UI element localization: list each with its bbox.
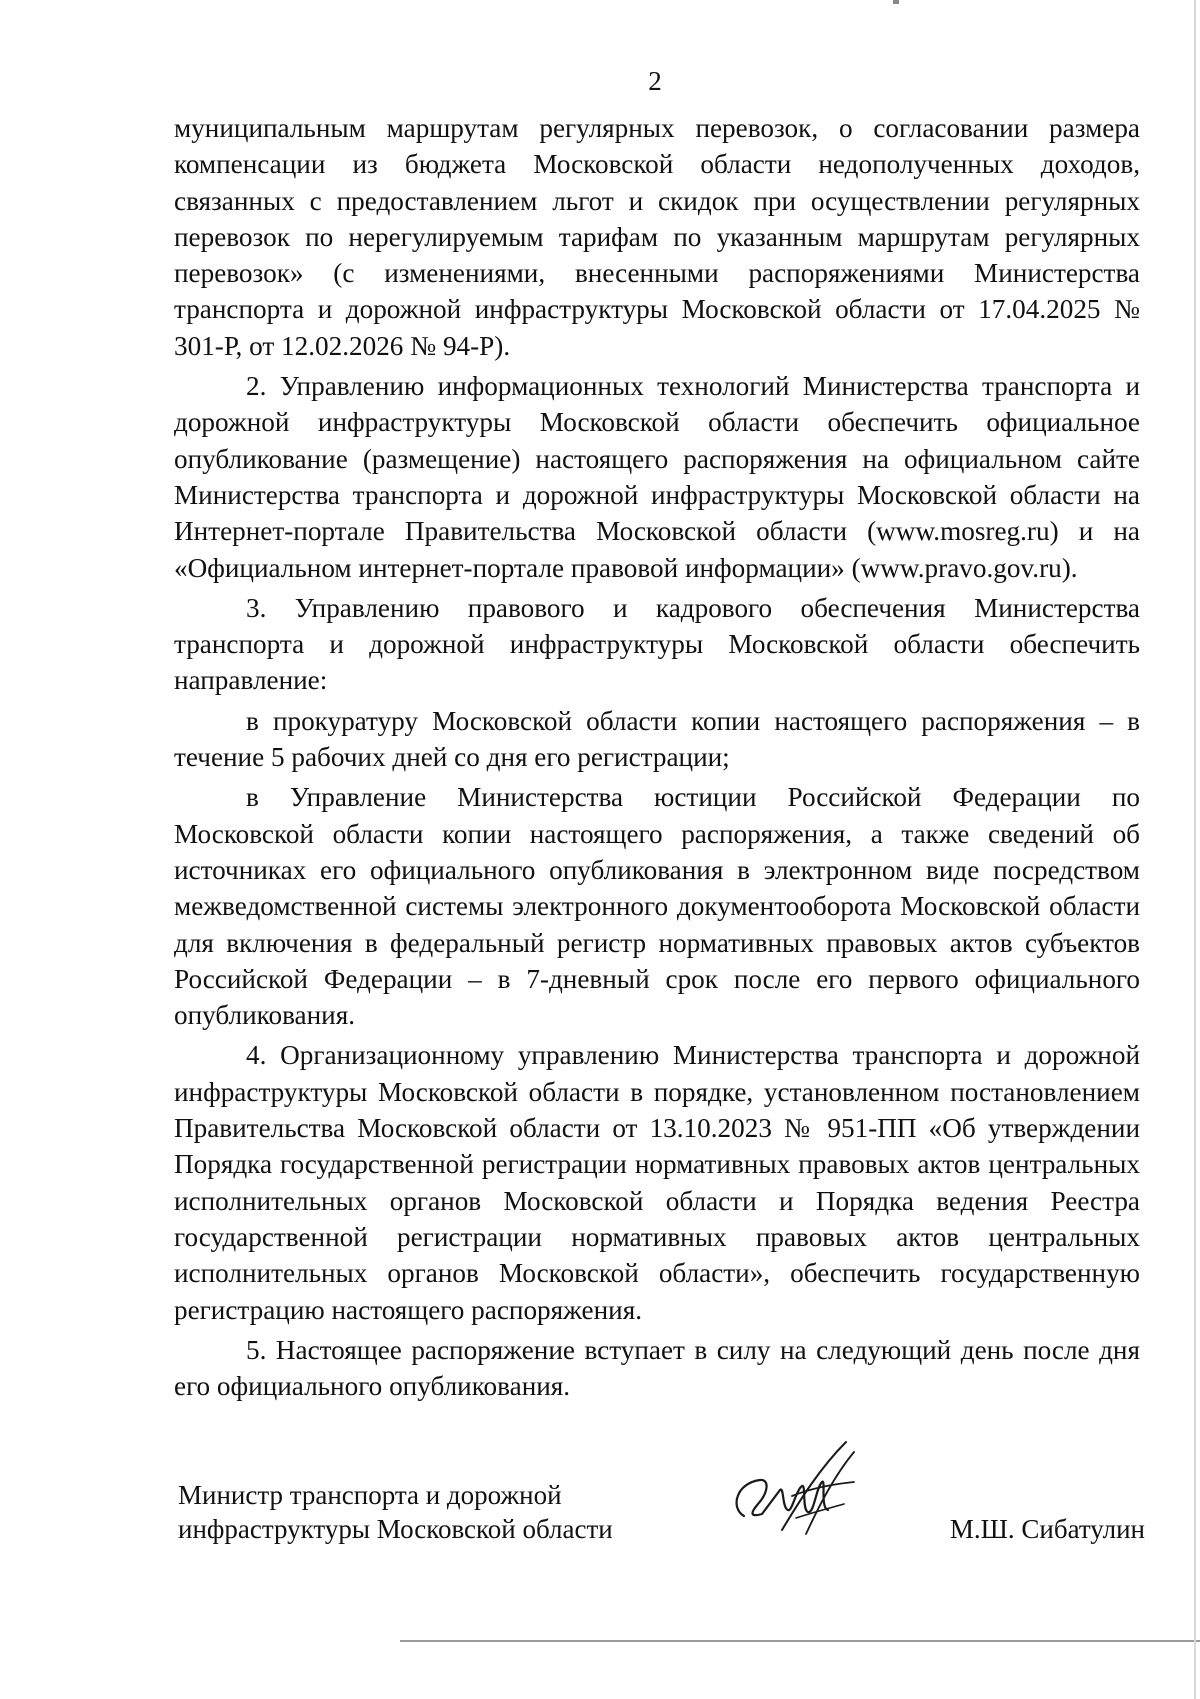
signer-name: М.Ш. Сибатулин [949, 1514, 1145, 1544]
paragraph-5-entry-into-force: 5. Настоящее распоряжение вступает в силу на следующий день после дня его официального опубликования. [174, 1334, 1140, 1402]
document-body [174, 110, 1140, 1404]
page-number: 2 [648, 66, 662, 96]
signer-title-line-2: инфраструктуры Московской области [178, 1514, 613, 1544]
handwritten-signature [722, 1438, 872, 1538]
scan-edge-shadow [1194, 0, 1196, 1699]
signer-title [178, 1478, 613, 1546]
paragraph-3-prosecutor-item: в прокуратуру Московской области копии настоящего распоряжения – в течение 5 рабочих дней со дня его регистрации; [174, 705, 1140, 773]
paragraph-1-continuation: муниципальным маршрутам регулярных перевозок, о согласовании размера компенсации из бюджета Московской области недополученных доходов, связанных с предоставлением льгот и скидок при осуществлении регулярных перевозок по нерегулируемым тарифам по указанным маршрутам регулярных перевозок» (с изменениями, внесенными распоряжениями Министерства транспорта и дорожной инфраструктуры Московской области от 17.04.2025 № 301-Р, от 12.02.2026 № 94-Р). [174, 113, 1140, 361]
paragraph-3-justice-ministry-item: в Управление Министерства юстиции Российской Федерации по Московской области копии настоящего распоряжения, а также сведений об источниках его официального опубликования в электронном виде посредством межведомственной системы электронного документооборота Московской области для включения в федеральный регистр нормативных правовых актов субъектов Российской Федерации – в 7-дневный срок после его первого официального опубликования. [174, 782, 1140, 1031]
scan-artifact [893, 0, 899, 4]
paragraph-4-registration: 4. Организационному управлению Министерства транспорта и дорожной инфраструктуры Московской области в порядке, установленном постановлением Правительства Московской области от 13.10.2023 № 951-ПП «Об утверждении Порядка государственной регистрации нормативных правовых актов центральных исполнительных органов Московской области и Порядка ведения Реестра государственной регистрации нормативных правовых актов центральных исполнительных органов Московской области», обеспечить государственную регистрацию настоящего распоряжения. [174, 1040, 1140, 1325]
signer-title-line-1: Министр транспорта и дорожной [178, 1480, 562, 1510]
paragraph-3-legal-department: 3. Управлению правового и кадрового обеспечения Министерства транспорта и дорожной инфраструктуры Московской области обеспечить направление: [174, 592, 1140, 696]
scan-border-line [400, 1640, 1200, 1642]
paragraph-2-it-department: 2. Управлению информационных технологий Министерства транспорта и дорожной инфраструктуры Московской области обеспечить официальное опубликование (размещение) настоящего распоряжения на официальном сайте Министерства транспорта и дорожной инфраструктуры Московской области на Интернет-портале Правительства Московской области (www.mosreg.ru) и на «Официальном интернет-портале правовой информации» (www.pravo.gov.ru). [174, 371, 1140, 583]
